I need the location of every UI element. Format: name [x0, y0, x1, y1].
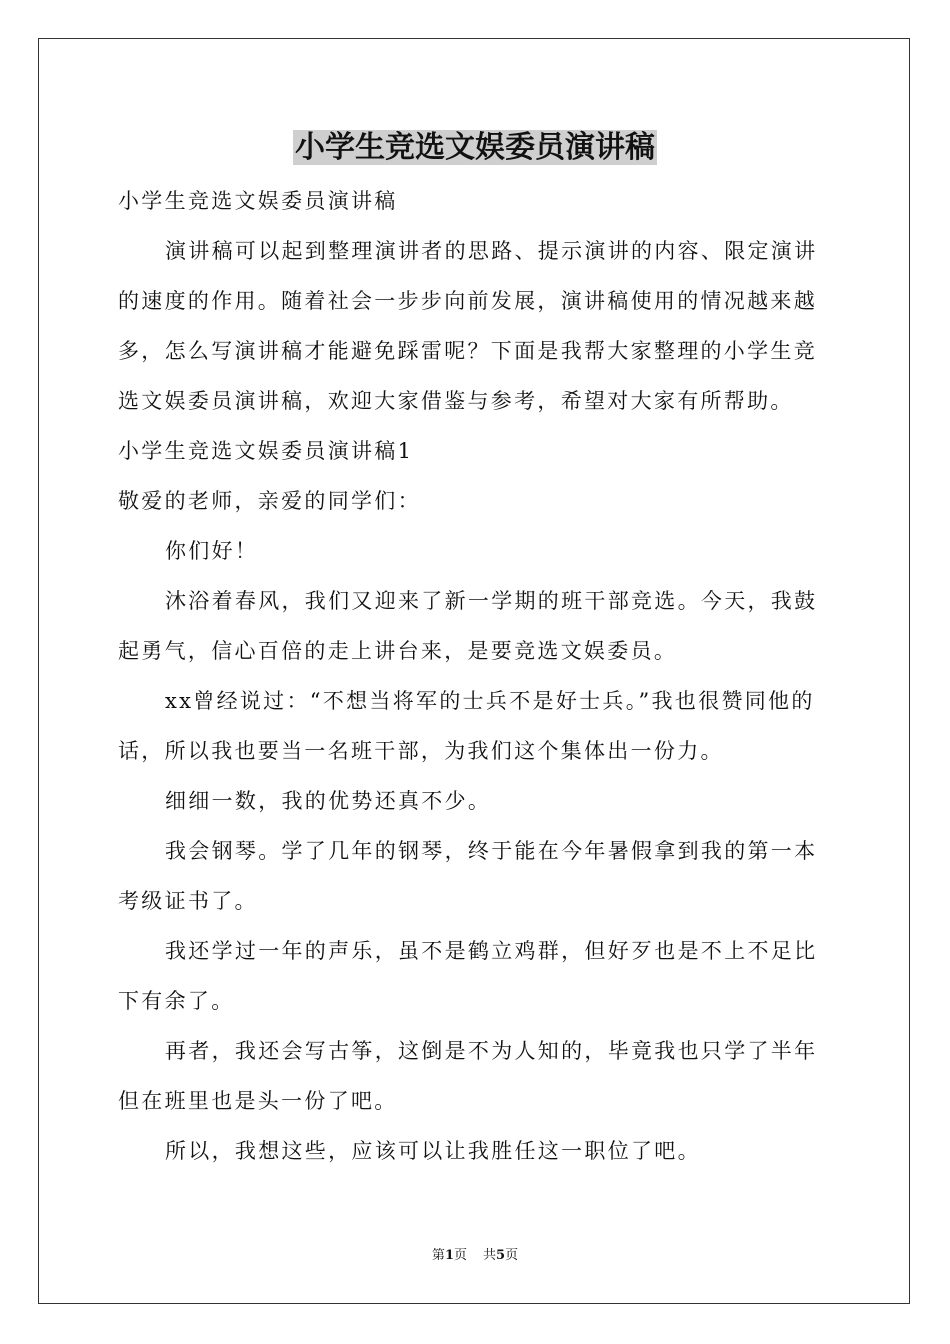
paragraph-body: 所以，我想这些，应该可以让我胜任这一职位了吧。 — [165, 1139, 701, 1163]
paragraph-body: 再者，我还会写古筝，这倒是不为人知的，毕竟我也只学了半年但在班里也是头一份了吧。 — [118, 1039, 818, 1113]
total-pages-suffix: 页 — [505, 1248, 519, 1263]
total-pages-prefix: 共 — [483, 1248, 497, 1263]
page-footer — [0, 1246, 950, 1266]
document-body — [118, 176, 834, 1176]
paragraph-greeting: 你们好！ — [165, 539, 259, 563]
page-number: 1 — [444, 1248, 454, 1263]
paragraph-body: xx曾经说过：“不想当将军的士兵不是好士兵。”我也很赞同他的话，所以我也要当一名班干部，为我们这个集体出一份力。 — [118, 689, 815, 763]
page-number-prefix: 第 — [431, 1248, 445, 1263]
paragraph-body: 细细一数，我的优势还真不少。 — [165, 789, 492, 813]
paragraph-body: 我还学过一年的声乐，虽不是鹤立鸡群，但好歹也是不上不足比下有余了。 — [118, 939, 818, 1013]
paragraph-section-heading: 小学生竞选文娱委员演讲稿1 — [118, 439, 414, 463]
document-title-text: 小学生竞选文娱委员演讲稿 — [295, 130, 655, 165]
paragraph-salutation: 敬爱的老师，亲爱的同学们： — [118, 489, 421, 513]
total-pages: 5 — [496, 1248, 506, 1263]
paragraph-intro: 演讲稿可以起到整理演讲者的思路、提示演讲的内容、限定演讲的速度的作用。随着社会一步步向前发展，演讲稿使用的情况越来越多，怎么写演讲稿才能避免踩雷呢？下面是我帮大家整理的小学生竞选文娱委员演讲稿，欢迎大家借鉴与参考，希望对大家有所帮助。 — [118, 239, 818, 413]
paragraph-body: 沐浴着春风，我们又迎来了新一学期的班干部竞选。今天，我鼓起勇气，信心百倍的走上讲台来，是要竞选文娱委员。 — [118, 589, 818, 663]
page-number-suffix: 页 — [453, 1248, 467, 1263]
document-title — [0, 124, 950, 172]
paragraph-subtitle: 小学生竞选文娱委员演讲稿 — [118, 189, 398, 213]
paragraph-body: 我会钢琴。学了几年的钢琴，终于能在今年暑假拿到我的第一本考级证书了。 — [118, 839, 818, 913]
